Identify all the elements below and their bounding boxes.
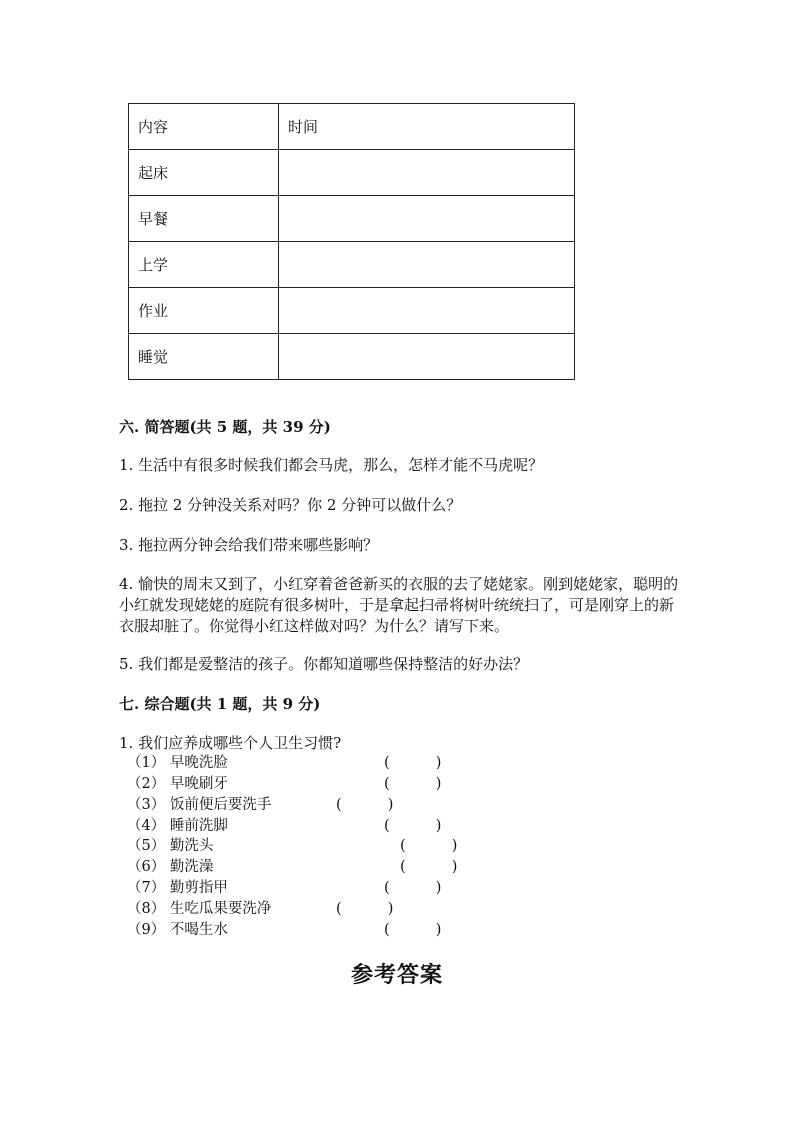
habit-option: （3） 饭前便后要洗手 xyxy=(127,797,272,813)
table-row xyxy=(129,288,575,334)
short-answer-question-2: 2. 拖拉 2 分钟没关系对吗？你 2 分钟可以做什么？ xyxy=(119,496,462,514)
row-label: 作业 xyxy=(129,288,279,334)
answer-blank: ( ) xyxy=(400,838,458,854)
habit-option: （2） 早晚刷牙 xyxy=(127,776,228,792)
answer-blank: ( ) xyxy=(400,859,458,875)
row-time-cell xyxy=(279,288,575,334)
row-label: 早餐 xyxy=(129,196,279,242)
table-row xyxy=(129,150,575,196)
answer-blank: ( ) xyxy=(384,818,442,834)
habit-option: （4） 睡前洗脚 xyxy=(127,818,228,834)
answer-blank: ( ) xyxy=(336,797,394,813)
row-time-cell xyxy=(279,334,575,380)
row-time-cell xyxy=(279,242,575,288)
answer-blank: ( ) xyxy=(384,776,442,792)
row-label: 起床 xyxy=(129,150,279,196)
answer-blank: ( ) xyxy=(384,922,442,938)
answer-key-heading: 参考答案 xyxy=(350,962,443,988)
table-row xyxy=(129,334,575,380)
row-time-cell xyxy=(279,196,575,242)
answer-blank: ( ) xyxy=(336,901,394,917)
habit-option: （7） 勤剪指甲 xyxy=(127,880,228,896)
header-time: 时间 xyxy=(279,104,575,150)
habit-option: （5） 勤洗头 xyxy=(127,838,214,854)
table-row xyxy=(129,196,575,242)
row-label: 睡觉 xyxy=(129,334,279,380)
habit-option: （9） 不喝生水 xyxy=(127,922,228,938)
table-header-row xyxy=(129,104,575,150)
header-content: 内容 xyxy=(129,104,279,150)
short-answer-question-4: 4. 愉快的周末又到了，小红穿着爸爸新买的衣服的去了姥姥家。刚到姥姥家，聪明的小红就发现姥姥的庭院有很多树叶，于是拿起扫帚将树叶统统扫了，可是刚穿上的新衣服却脏了。你觉得小红这样做对吗？为什么？请写下来。 xyxy=(119,575,679,635)
section6-title: 六. 简答题(共 5 题，共 39 分) xyxy=(119,418,331,436)
answer-blank: ( ) xyxy=(384,880,442,896)
row-time-cell xyxy=(279,150,575,196)
short-answer-question-5: 5. 我们都是爱整洁的孩子。你都知道哪些保持整洁的好办法？ xyxy=(119,655,529,673)
habit-option: （1） 早晚洗脸 xyxy=(127,755,228,771)
schedule-table xyxy=(128,103,575,380)
comprehensive-question-1: 1. 我们应养成哪些个人卫生习惯? xyxy=(119,734,342,752)
answer-blank: ( ) xyxy=(384,755,442,771)
row-label: 上学 xyxy=(129,242,279,288)
habit-option: （8） 生吃瓜果要洗净 xyxy=(127,901,272,917)
section7-title: 七. 综合题(共 1 题，共 9 分) xyxy=(119,695,321,713)
short-answer-question-1: 1. 生活中有很多时候我们都会马虎，那么，怎样才能不马虎呢？ xyxy=(119,456,544,474)
short-answer-question-3: 3. 拖拉两分钟会给我们带来哪些影响？ xyxy=(119,536,379,554)
habit-option: （6） 勤洗澡 xyxy=(127,859,214,875)
table-row xyxy=(129,242,575,288)
